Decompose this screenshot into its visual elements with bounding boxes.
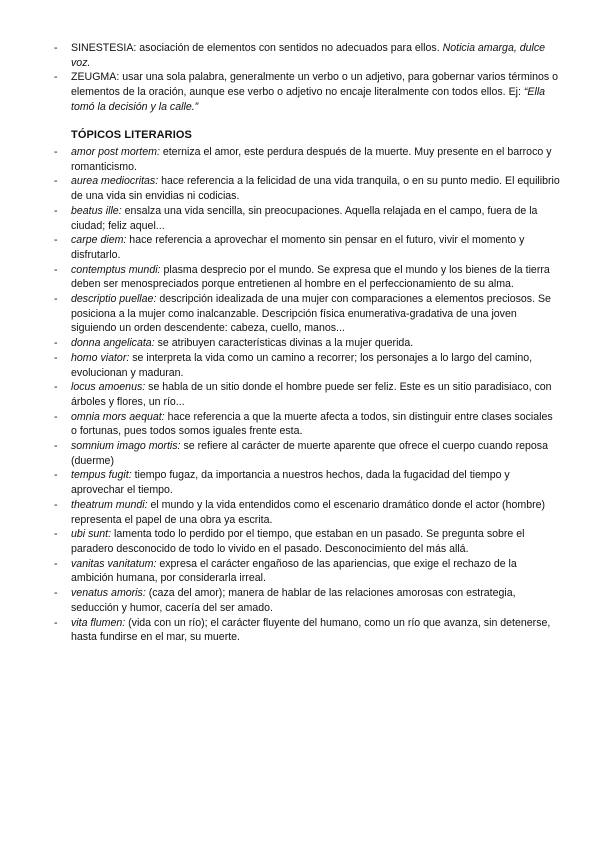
topic-definition: tiempo fugaz, da importancia a nuestros hechos, dada la fugacidad del tiempo y aprovechar el tiempo.: [71, 469, 510, 497]
bullet-dash: -: [54, 42, 58, 54]
topic-definition: se refiere al carácter de muerte aparente que ofrece el cuerpo cuando reposa (duerme): [71, 440, 548, 467]
topic-term: contemptus mundi:: [71, 263, 161, 276]
topic-definition: se habla de un sitio donde el hombre puede ser feliz. Este es un sitio paradisiaco, con árboles y flores, un río...: [71, 381, 552, 408]
topic-definition: se atribuyen características divinas a la mujer querida.: [154, 337, 414, 350]
bullet-dash: -: [54, 587, 58, 600]
list-item: [0, 616, 600, 645]
bullet-dash: -: [54, 175, 58, 188]
list-item: [0, 468, 600, 497]
list-item: [0, 586, 600, 615]
figure-example: “Ella tomó la decisión y la calle.”: [71, 86, 546, 113]
bullet-dash: -: [54, 263, 58, 276]
topic-term: somnium imago mortis:: [71, 440, 181, 453]
topic-term: homo viator:: [71, 351, 130, 364]
topic-definition: lamenta todo lo perdido por el tiempo, que estaban en un pasado. Se pregunta sobre el paradero desconocido de todo lo vivido en el pasado. Desconocimiento del más allá.: [71, 528, 525, 555]
topic-term: carpe diem:: [71, 234, 127, 247]
topic-term: ubi sunt:: [71, 528, 112, 541]
bullet-dash: -: [54, 557, 58, 570]
topic-term: locus amoenus:: [71, 381, 146, 394]
literary-topics-list: [0, 145, 600, 645]
list-item: [0, 498, 600, 527]
bullet-dash: -: [54, 71, 58, 84]
list-item: [0, 41, 600, 70]
bullet-dash: -: [54, 616, 58, 629]
topic-term: tempus fugit:: [71, 469, 132, 482]
topic-term: beatus ille:: [71, 204, 122, 217]
list-item: [0, 233, 600, 262]
list-item: [0, 263, 600, 292]
bullet-dash: -: [54, 234, 58, 247]
list-item: [0, 292, 600, 336]
topic-term: donna angelicata:: [71, 337, 155, 350]
topic-term: descriptio puellae:: [71, 293, 157, 306]
bullet-dash: -: [54, 204, 58, 217]
list-item: [0, 351, 600, 380]
topic-definition: (caza del amor); manera de hablar de las relaciones amorosas con estrategia, seducción y humor, cacería del ser amado.: [71, 587, 516, 614]
bullet-dash: -: [54, 293, 58, 306]
topic-definition: se interpreta la vida como un camino a recorrer; los personajes a lo largo del camino, evolucionan y maduran.: [71, 351, 533, 379]
bullet-dash: -: [54, 410, 58, 423]
list-item: [0, 145, 600, 174]
list-item: [0, 557, 600, 586]
list-item: [0, 204, 600, 233]
topic-definition: hace referencia a que la muerte afecta a todos, sin distinguir entre clases sociales o fortunas, pues todos somos iguales frente esta.: [71, 410, 553, 438]
bullet-dash: -: [54, 528, 58, 541]
figure-term: ZEUGMA: [71, 71, 117, 84]
topic-definition: plasma desprecio por el mundo. Se expresa que el mundo y los bienes de la tierra deben ser menospreciados porque entretienen al hombre en el perfeccionamiento de su alma.: [71, 263, 550, 291]
figure-term: SINESTESIA: [71, 42, 134, 54]
topic-term: omnia mors aequat:: [71, 410, 165, 423]
list-item: [0, 527, 600, 556]
topic-definition: ensalza una vida sencilla, sin preocupaciones. Aquella relajada en el campo, fuera de la ciudad; feliz aquel...: [71, 204, 538, 232]
bullet-dash: -: [54, 146, 58, 158]
list-item: [0, 336, 600, 351]
topic-definition: (vida con un río); el carácter fluyente del humano, como un río que avanza, sin detenerse, hasta fundirse en el mar, su muerte.: [71, 616, 551, 644]
section-heading: TÓPICOS LITERARIOS: [71, 129, 192, 141]
bullet-dash: -: [54, 440, 58, 453]
bullet-dash: -: [54, 498, 58, 511]
topic-definition: el mundo y la vida entendidos como el escenario dramático donde el actor (hombre) representa el papel de una obra ya escrita.: [71, 498, 546, 526]
topic-term: vita flumen:: [71, 616, 126, 629]
rhetorical-figures-list: [0, 41, 600, 115]
topic-term: theatrum mundi:: [71, 498, 148, 511]
topic-definition: expresa el carácter engañoso de las apariencias, que exige el rechazo de la ambición humana, por considerarla irreal.: [71, 557, 517, 585]
topic-term: venatus amoris:: [71, 587, 146, 600]
bullet-dash: -: [54, 337, 58, 350]
topic-term: vanitas vanitatum:: [71, 557, 157, 570]
bullet-dash: -: [54, 381, 58, 394]
figure-definition: : usar una sola palabra, generalmente un verbo o un adjetivo, para gobernar varios términos o elementos de la oración, aunque ese verbo o adjetivo no encaje literalmente con todos ellos. Ej:: [71, 71, 559, 99]
list-item: [0, 70, 600, 114]
bullet-dash: -: [54, 351, 58, 364]
topic-definition: hace referencia a la felicidad de una vida tranquila, o en su punto medio. El equilibrio de una vida sin envidias ni codicias.: [71, 175, 560, 203]
figure-example: Noticia amarga, dulce voz.: [71, 42, 546, 69]
list-item: [0, 380, 600, 409]
bullet-dash: -: [54, 469, 58, 482]
topic-term: aurea mediocritas:: [71, 175, 159, 188]
figure-definition: : asociación de elementos con sentidos no adecuados para ellos.: [133, 42, 443, 54]
list-item: [0, 174, 600, 203]
topic-definition: eterniza el amor, este perdura después de la muerte. Muy presente en el barroco y romanticismo.: [71, 146, 552, 173]
topic-definition: descripción idealizada de una mujer con comparaciones a elementos preciosos. Se posiciona a la mujer como inalcanzable. Descripción física enumerativa-gradativa de una joven siguiendo un orden descendente: cabeza, cuello, manos...: [71, 293, 551, 335]
list-item: [0, 439, 600, 468]
topic-term: amor post mortem:: [71, 146, 160, 158]
list-item: [0, 410, 600, 439]
topic-definition: hace referencia a aprovechar el momento sin pensar en el futuro, vivir el momento y disfrutarlo.: [71, 234, 525, 261]
